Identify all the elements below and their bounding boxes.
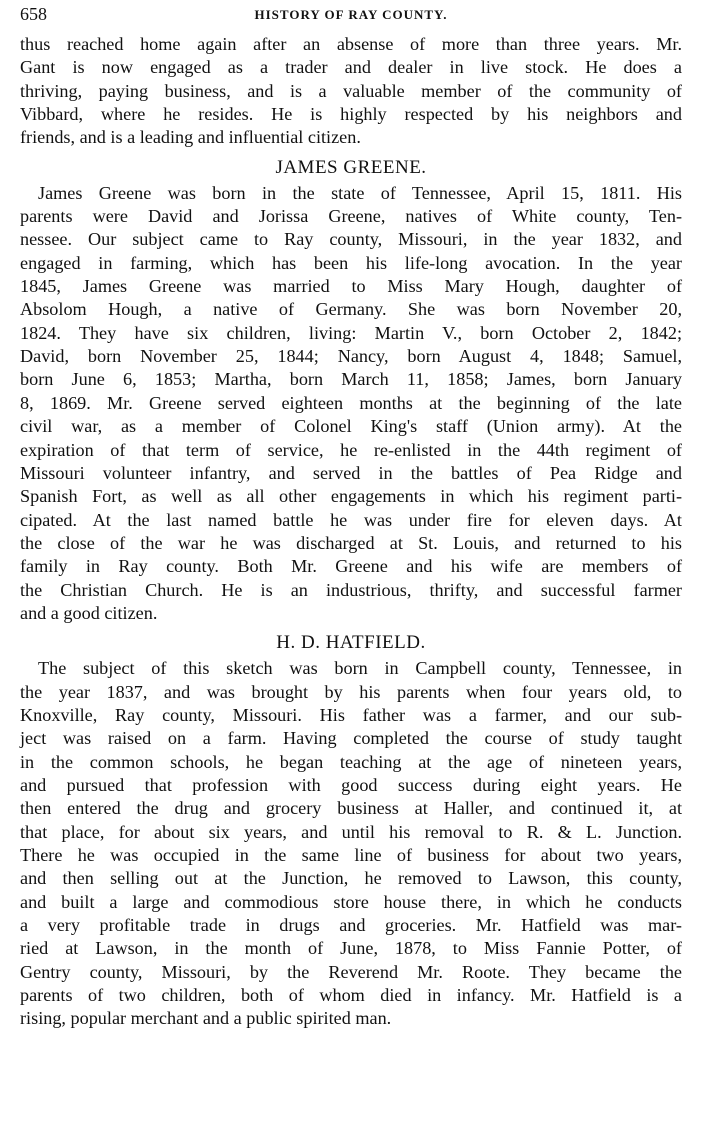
section	[20, 625, 682, 1031]
text-line: thriving, paying business, and is a valuable member of the community of	[20, 80, 682, 101]
text-line: cipated. At the last named battle he was under fire for eleven days. At	[20, 509, 682, 530]
text-line: and built a large and commodious store house there, in which he conducts	[20, 891, 682, 912]
text-line: that place, for about six years, and until his removal to R. & L. Junction.	[20, 821, 682, 842]
text-line: ject was raised on a farm. Having completed the course of study taught	[20, 728, 682, 749]
text-line: 1824. They have six children, living: Martin V., born October 2, 1842;	[20, 322, 682, 343]
text-line: in the common schools, he began teaching at the age of nineteen years,	[20, 751, 682, 772]
text-line: engaged in farming, which has been his life-long avocation. In the year	[20, 252, 682, 273]
text-line: the Christian Church. He is an industrious, thrifty, and successful farmer	[20, 579, 682, 600]
text-line: the year 1837, and was brought by his parents when four years old, to	[20, 681, 682, 702]
text-line: friends, and is a leading and influential citizen.	[20, 127, 361, 148]
text-line: Gentry county, Missouri, by the Reverend Mr. Roote. They became the	[20, 961, 682, 982]
text-line: and pursued that profession with good success during eight years. He	[20, 774, 682, 795]
text-line: There he was occupied in the same line of business for about two years,	[20, 845, 682, 865]
text-line: born June 6, 1853; Martha, born March 11, 1858; James, born January	[20, 369, 682, 390]
text-line: Knoxville, Ray county, Missouri. His father was a farmer, and our sub-	[20, 704, 682, 725]
text-line: rising, popular merchant and a public spirited man.	[20, 1008, 392, 1029]
text-line: a very profitable trade in drugs and groceries. Mr. Hatfield was mar-	[20, 915, 682, 936]
running-head-title: HISTORY OF RAY COUNTY.	[254, 7, 448, 22]
text-line: Absolom Hough, a native of Germany. She was born November 20,	[20, 299, 682, 320]
text-line: Spanish Fort, as well as all other engagements in which his regiment parti-	[20, 486, 682, 507]
text-line: Missouri volunteer infantry, and served in the battles of Pea Ridge and	[20, 462, 682, 483]
text-line: Vibbard, where he resides. He is highly respected by his neighbors and	[20, 104, 682, 125]
text-line: ried at Lawson, in the month of June, 1878, to Miss Fannie Potter, of	[20, 938, 682, 959]
text-line: 1845, James Greene was married to Miss Mary Hough, daughter of	[20, 276, 682, 297]
text-line: Gant is now engaged as a trader and dealer in live stock. He does a	[20, 57, 682, 78]
text-line: David, born November 25, 1844; Nancy, born August 4, 1848; Samuel,	[20, 346, 682, 367]
text-line: and a good citizen.	[20, 602, 158, 623]
text-line: then entered the drug and grocery business at Haller, and continued it, at	[20, 798, 682, 819]
text-line: expiration of that term of service, he re-enlisted in the 44th regiment of	[20, 439, 682, 460]
text-line: family in Ray county. Both Mr. Greene and his wife are members of	[20, 556, 682, 577]
running-head	[20, 4, 682, 26]
section-heading: H. D. HATFIELD.	[276, 632, 426, 654]
section	[20, 33, 682, 150]
section	[20, 150, 682, 626]
text-line: and then selling out at the Junction, he removed to Lawson, this county,	[20, 868, 682, 889]
text-line: parents of two children, both of whom died in infancy. Mr. Hatfield is a	[20, 985, 682, 1006]
section-heading: JAMES GREENE.	[275, 156, 427, 178]
text-line: nessee. Our subject came to Ray county, Missouri, in the year 1832, and	[20, 229, 682, 250]
text-line: The subject of this sketch was born in Campbell county, Tennessee, in	[38, 658, 682, 679]
text-line: parents were David and Jorissa Greene, natives of White county, Ten-	[20, 206, 682, 227]
page-number: 658	[20, 4, 47, 24]
text-line: thus reached home again after an absense of more than three years. Mr.	[20, 34, 682, 54]
page-body	[20, 33, 682, 1031]
text-line: James Greene was born in the state of Tennessee, April 15, 1811. His	[38, 182, 682, 203]
text-line: 8, 1869. Mr. Greene served eighteen months at the beginning of the late	[20, 392, 682, 413]
text-line: the close of the war he was discharged at St. Louis, and returned to his	[20, 532, 682, 553]
text-line: civil war, as a member of Colonel King's staff (Union army). At the	[20, 416, 682, 437]
